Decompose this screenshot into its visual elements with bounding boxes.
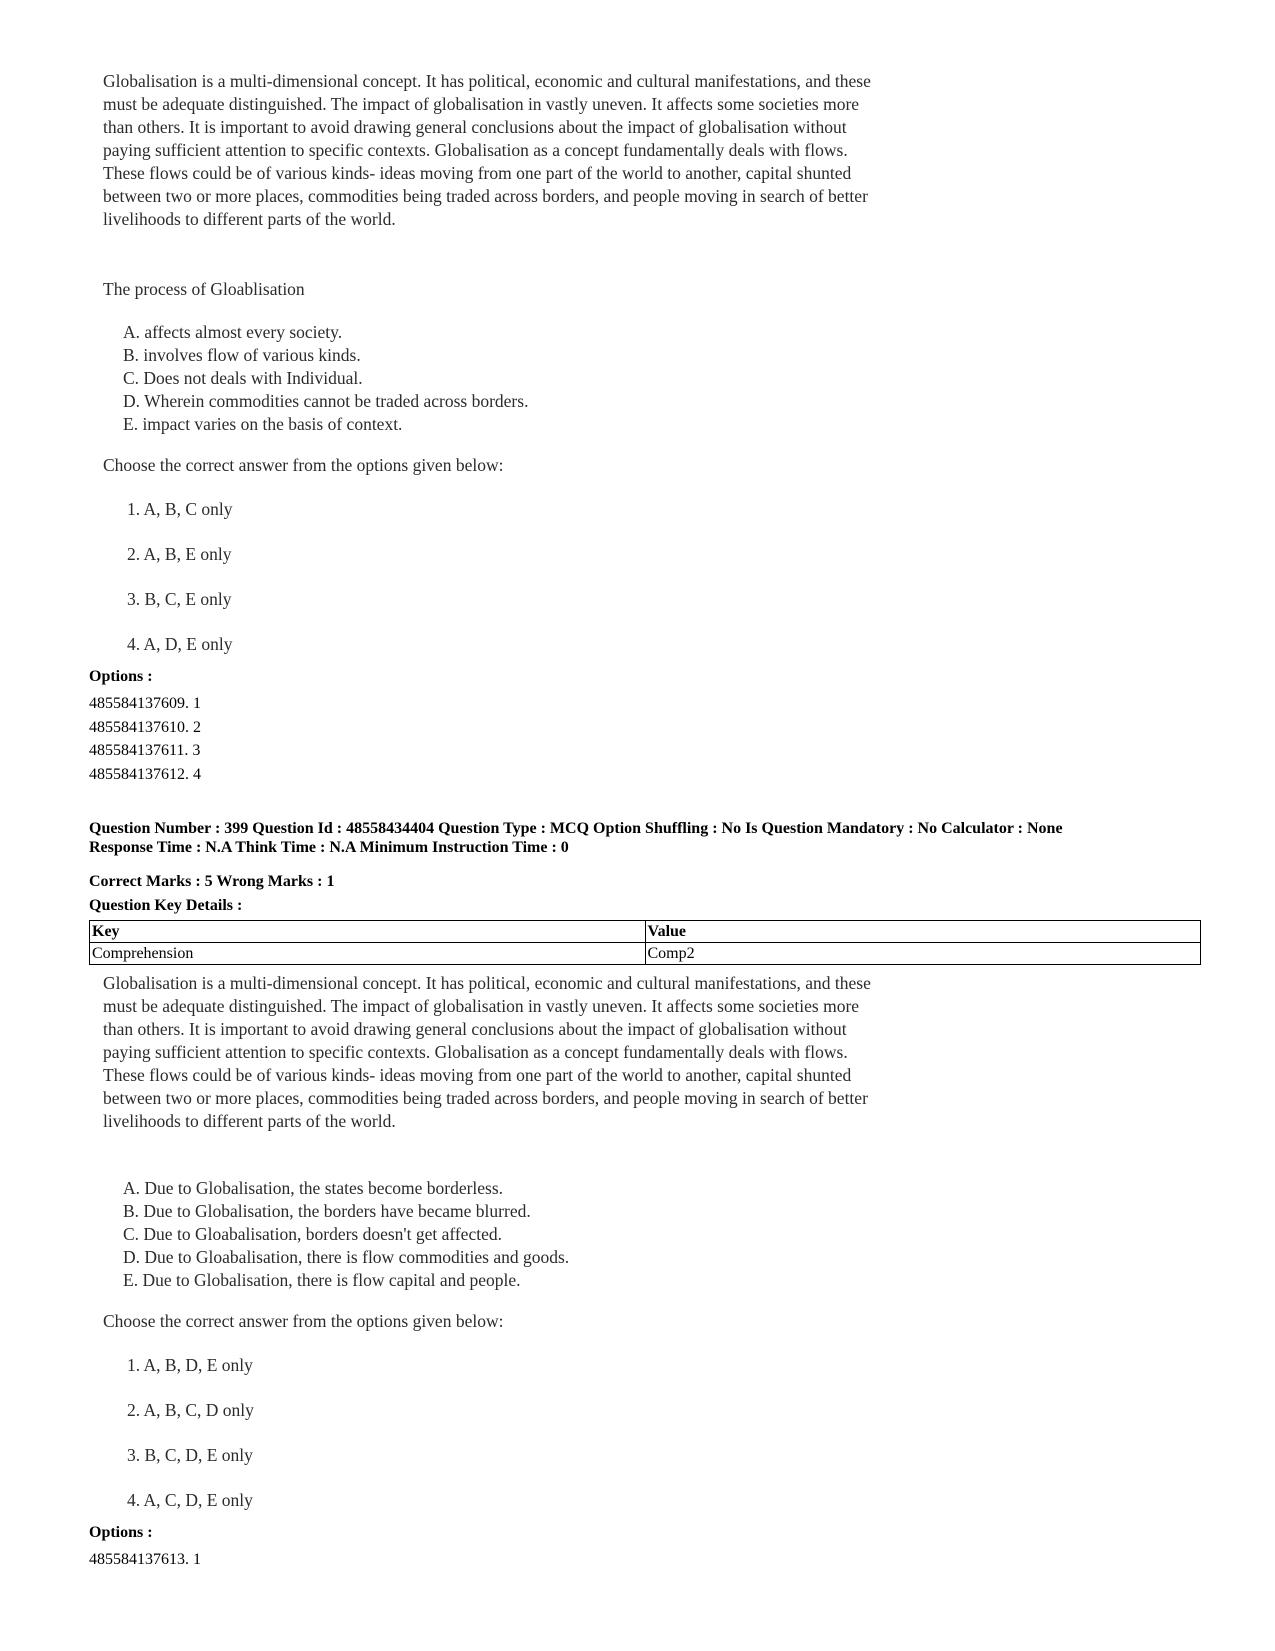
q1-options-label: Options : [89, 668, 153, 685]
passage-line: livelihoods to different parts of the world. [103, 209, 396, 229]
choice-item: 3. B, C, D, E only [127, 1445, 253, 1465]
option-id: 485584137609. 1 [89, 695, 201, 712]
passage-line: must be adequate distinguished. The impact of globalisation in vastly uneven. It affects some societies more [103, 94, 860, 114]
statement-item: B. Due to Globalisation, the borders have became blurred. [123, 1201, 531, 1221]
option-id: 485584137610. 2 [89, 718, 201, 736]
statement-item: B. involves flow of various kinds. [123, 345, 361, 365]
q2-options-list [89, 1548, 201, 1572]
choice-item: 4. A, C, D, E only [127, 1490, 253, 1510]
statement-item: E. Due to Globalisation, there is flow capital and people. [123, 1270, 521, 1290]
statement-item: E. impact varies on the basis of context. [123, 414, 403, 434]
option-id: 485584137612. 4 [89, 765, 201, 783]
q1-statements [123, 321, 528, 436]
q1-instruction: Choose the correct answer from the options given below: [103, 455, 504, 475]
passage-line: These flows could be of various kinds- ideas moving from one part of the world to another, capital shunted [103, 163, 852, 183]
q2-key-details-label: Question Key Details : [89, 897, 243, 914]
passage-line: Globalisation is a multi-dimensional concept. It has political, economic and cultural manifestations, and these [103, 71, 871, 91]
q2-marks: Correct Marks : 5 Wrong Marks : 1 [89, 873, 335, 890]
q2-choices [127, 1354, 254, 1534]
statement-item: A. Due to Globalisation, the states become borderless. [123, 1178, 504, 1198]
statement-item: D. Due to Gloabalisation, there is flow commodities and goods. [123, 1247, 570, 1267]
q2-statements [123, 1177, 569, 1292]
passage-line: than others. It is important to avoid drawing general conclusions about the impact of globalisation without [103, 1019, 847, 1039]
option-id: 485584137613. 1 [89, 1551, 201, 1568]
passage-line: than others. It is important to avoid drawing general conclusions about the impact of globalisation without [103, 117, 847, 137]
passage-line: must be adequate distinguished. The impact of globalisation in vastly uneven. It affects some societies more [103, 996, 860, 1016]
passage-line: livelihoods to different parts of the world. [103, 1111, 396, 1131]
choice-item: 1. A, B, C only [127, 499, 233, 519]
passage-line: Globalisation is a multi-dimensional concept. It has political, economic and cultural manifestations, and these [103, 973, 871, 993]
statement-item: D. Wherein commodities cannot be traded across borders. [123, 391, 529, 411]
passage-line: between two or more places, commodities being traded across borders, and people moving in search of better [103, 1088, 868, 1108]
question-key-table [89, 920, 1201, 965]
q2-instruction: Choose the correct answer from the options given below: [103, 1311, 504, 1331]
choice-item: 3. B, C, E only [127, 589, 232, 609]
table-cell-value: Comp2 [645, 943, 1201, 965]
passage-line: between two or more places, commodities being traded across borders, and people moving in search of better [103, 186, 868, 206]
q2-passage [103, 972, 983, 1133]
table-cell-key: Comprehension [90, 943, 646, 965]
q2-meta [89, 819, 1063, 857]
q2-meta-line1: Question Number : 399 Question Id : 48558434404 Question Type : MCQ Option Shuffling : No Is Question Mandatory : No Calculator : None [89, 820, 1063, 837]
q1-choices [127, 498, 233, 678]
q2-options-label: Options : [89, 1524, 153, 1541]
passage-line: paying sufficient attention to specific contexts. Globalisation as a concept fundamentally deals with flows. [103, 1042, 848, 1062]
q1-passage [103, 70, 983, 231]
choice-item: 2. A, B, E only [127, 544, 232, 564]
table-header-key: Key [90, 921, 646, 943]
table-header-value: Value [645, 921, 1201, 943]
choice-item: 1. A, B, D, E only [127, 1355, 253, 1375]
option-id: 485584137611. 3 [89, 742, 201, 759]
q1-options-list [89, 692, 201, 786]
statement-item: A. affects almost every society. [123, 322, 343, 342]
statement-item: C. Does not deals with Individual. [123, 368, 363, 388]
table-header-row [90, 921, 1201, 943]
passage-line: paying sufficient attention to specific contexts. Globalisation as a concept fundamentally deals with flows. [103, 140, 848, 160]
choice-item: 2. A, B, C, D only [127, 1400, 254, 1420]
choice-item: 4. A, D, E only [127, 634, 233, 654]
statement-item: C. Due to Gloabalisation, borders doesn't get affected. [123, 1224, 502, 1244]
q1-stem: The process of Gloablisation [103, 279, 305, 299]
q2-meta-line2: Response Time : N.A Think Time : N.A Minimum Instruction Time : 0 [89, 839, 569, 856]
table-row [90, 943, 1201, 965]
passage-line: These flows could be of various kinds- ideas moving from one part of the world to another, capital shunted [103, 1065, 852, 1085]
